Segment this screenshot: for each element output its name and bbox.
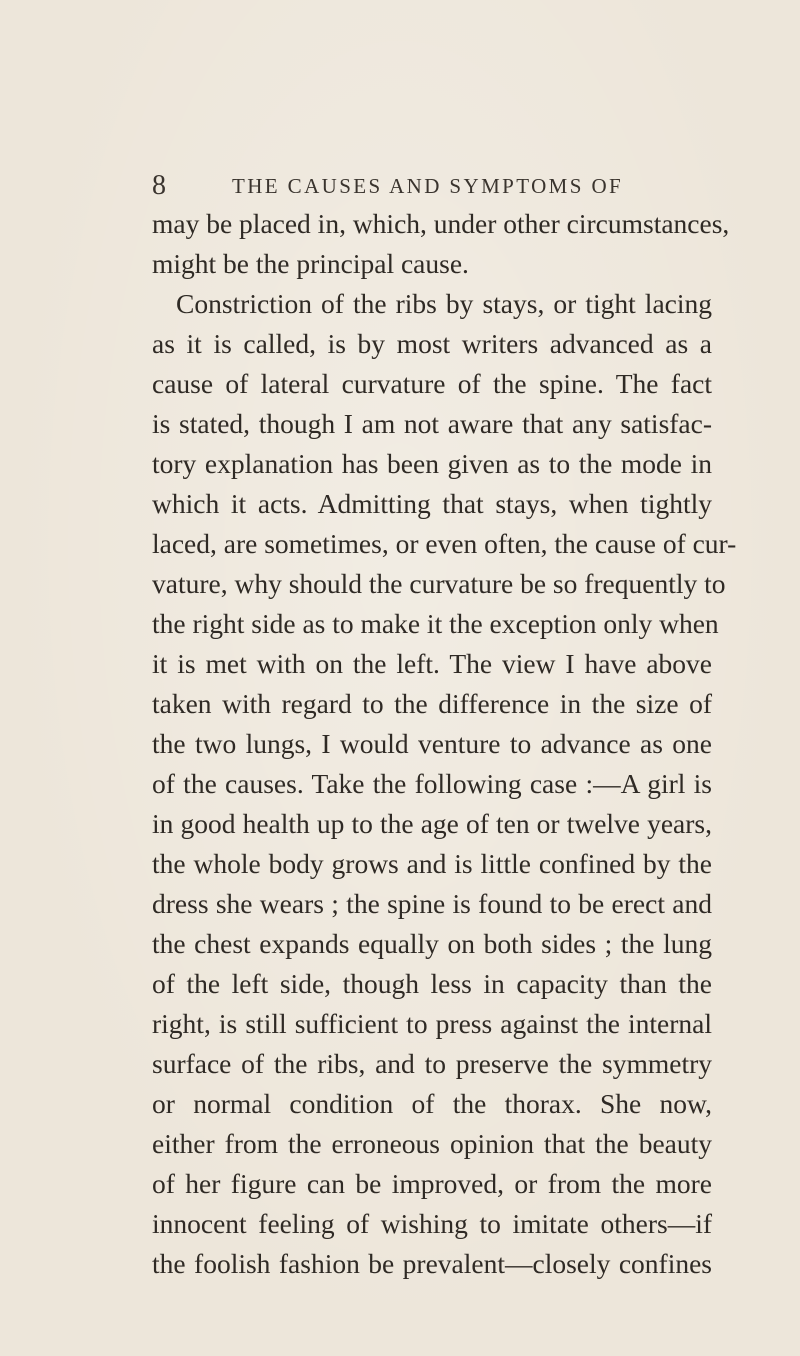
running-head: [0, 166, 800, 206]
text-line: right, is still sufficient to press against the internal: [152, 1008, 712, 1039]
text-line: innocent feeling of wishing to imitate others—if: [152, 1208, 712, 1239]
running-head-title: THE CAUSES AND SYMPTOMS OF: [232, 174, 624, 198]
text-line: Constriction of the ribs by stays, or tight lacing: [176, 288, 712, 319]
text-line: as it is called, is by most writers advanced as a: [152, 328, 712, 359]
text-line: or normal condition of the thorax. She now,: [152, 1088, 712, 1119]
text-line: either from the erroneous opinion that the beauty: [152, 1128, 712, 1159]
text-line: the foolish fashion be prevalent—closely confines: [152, 1248, 712, 1279]
text-line: tory explanation has been given as to the mode in: [152, 448, 712, 479]
text-line: of her figure can be improved, or from the more: [152, 1168, 712, 1199]
text-line: of the left side, though less in capacity than the: [152, 968, 712, 999]
text-line: surface of the ribs, and to preserve the symmetry: [152, 1048, 712, 1079]
text-line: it is met with on the left. The view I have above: [152, 648, 712, 679]
text-line: is stated, though I am not aware that any satisfac-: [152, 408, 712, 439]
text-line: of the causes. Take the following case :—A girl is: [152, 768, 712, 799]
text-line: vature, why should the curvature be so frequently to: [152, 568, 726, 599]
text-line: cause of lateral curvature of the spine. The fact: [152, 368, 712, 399]
text-line: the whole body grows and is little confined by the: [152, 848, 712, 879]
text-line: the two lungs, I would venture to advance as one: [152, 728, 712, 759]
text-line: the right side as to make it the exception only when: [152, 608, 719, 639]
page-number: 8: [152, 170, 166, 201]
text-line: the chest expands equally on both sides ; the lung: [152, 928, 712, 959]
text-line: laced, are sometimes, or even often, the cause of cur-: [152, 528, 737, 559]
text-line: which it acts. Admitting that stays, when tightly: [152, 488, 712, 519]
text-line: may be placed in, which, under other circumstances,: [152, 208, 730, 239]
text-line: might be the principal cause.: [152, 248, 469, 279]
text-line: taken with regard to the difference in the size of: [152, 688, 712, 719]
text-line: in good health up to the age of ten or twelve years,: [152, 808, 712, 839]
text-line: dress she wears ; the spine is found to be erect and: [152, 888, 712, 919]
body-text: [152, 204, 737, 1284]
